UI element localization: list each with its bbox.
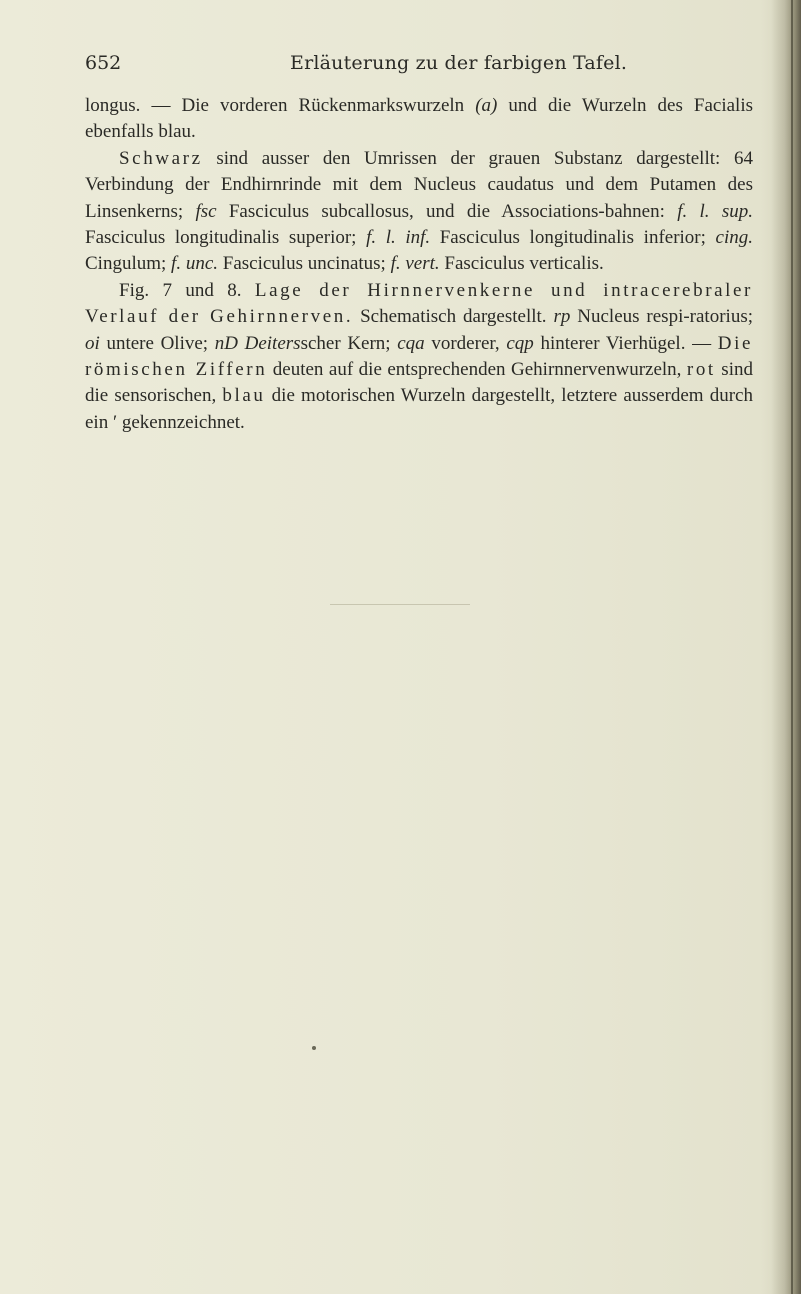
text-segment: sind die sensorischen, xyxy=(85,359,753,407)
text-segment: Fasciculus longitudinalis superior; xyxy=(85,227,367,249)
text-segment: hinterer Vierhügel. — xyxy=(533,332,718,354)
text-segment: f. l. inf. xyxy=(366,227,431,249)
faint-bleed-through-rule xyxy=(330,604,470,605)
page-number: 652 xyxy=(85,52,122,74)
text-segment: Nucleus respi-ratorius; xyxy=(570,306,753,328)
text-segment: cqp xyxy=(506,332,534,354)
text-segment: und die Wurzeln des Facialis ebenfalls blau. xyxy=(85,95,754,143)
text-segment: Cingulum; xyxy=(85,253,172,275)
text-segment: Lage der Hirnnervenkerne und intracerebraler Verlauf der Gehirnnerven. xyxy=(85,279,753,328)
text-segment: untere Olive; xyxy=(99,332,215,354)
text-segment: Fig. 7 und 8. xyxy=(119,279,255,301)
text-segment: Die römischen Ziffern xyxy=(85,332,753,381)
text-segment: scher Kern; xyxy=(300,332,398,354)
text-segment: f. l. sup. xyxy=(677,200,753,222)
text-segment: Schwarz xyxy=(119,147,203,169)
running-head: Erläuterung zu der farbigen Tafel. xyxy=(290,52,628,74)
body-text xyxy=(85,93,753,436)
paragraph-1 xyxy=(85,93,753,146)
text-segment: blau xyxy=(222,385,266,407)
text-segment: Fasciculus verticalis. xyxy=(439,253,604,275)
text-segment: f. unc. xyxy=(171,253,219,275)
text-segment: cqa xyxy=(397,332,425,354)
paragraph-3 xyxy=(85,278,753,436)
page-edge-line xyxy=(791,0,793,1294)
text-segment: f. vert. xyxy=(390,253,440,275)
text-segment: vorderer, xyxy=(424,332,507,354)
text-segment: (a) xyxy=(475,95,498,116)
page-edge-shadow xyxy=(771,0,801,1294)
text-segment: deuten auf die entsprechenden Gehirnnervenwurzeln, xyxy=(267,359,687,381)
text-segment: longus. — Die vorderen Rückenmarkswurzeln xyxy=(85,95,476,116)
text-segment: rp xyxy=(553,306,571,328)
text-segment: die motorischen Wurzeln dargestellt, letztere ausserdem durch ein ′ gekennzeichnet. xyxy=(85,385,753,433)
text-segment: Fasciculus uncinatus; xyxy=(218,253,391,275)
text-segment: cing. xyxy=(715,227,753,249)
text-segment: oi xyxy=(85,332,100,354)
ink-spot xyxy=(312,1046,316,1050)
text-segment: Schematisch dargestellt. xyxy=(353,306,554,328)
text-segment: sind ausser den Umrissen der grauen Substanz dargestellt: 64 Verbindung der Endhirnrinde mit dem Nucleus caudatus und dem Putamen des Linsenkerns; xyxy=(85,147,753,222)
paragraph-2 xyxy=(85,146,753,278)
text-segment: Fasciculus longitudinalis inferior; xyxy=(430,227,716,249)
page-header xyxy=(85,52,745,82)
text-segment: nD Deiters xyxy=(214,332,301,354)
text-segment: Fasciculus subcallosus, und die Associations-bahnen: xyxy=(216,200,678,222)
text-segment: rot xyxy=(686,359,716,381)
text-segment: fsc xyxy=(195,200,217,222)
